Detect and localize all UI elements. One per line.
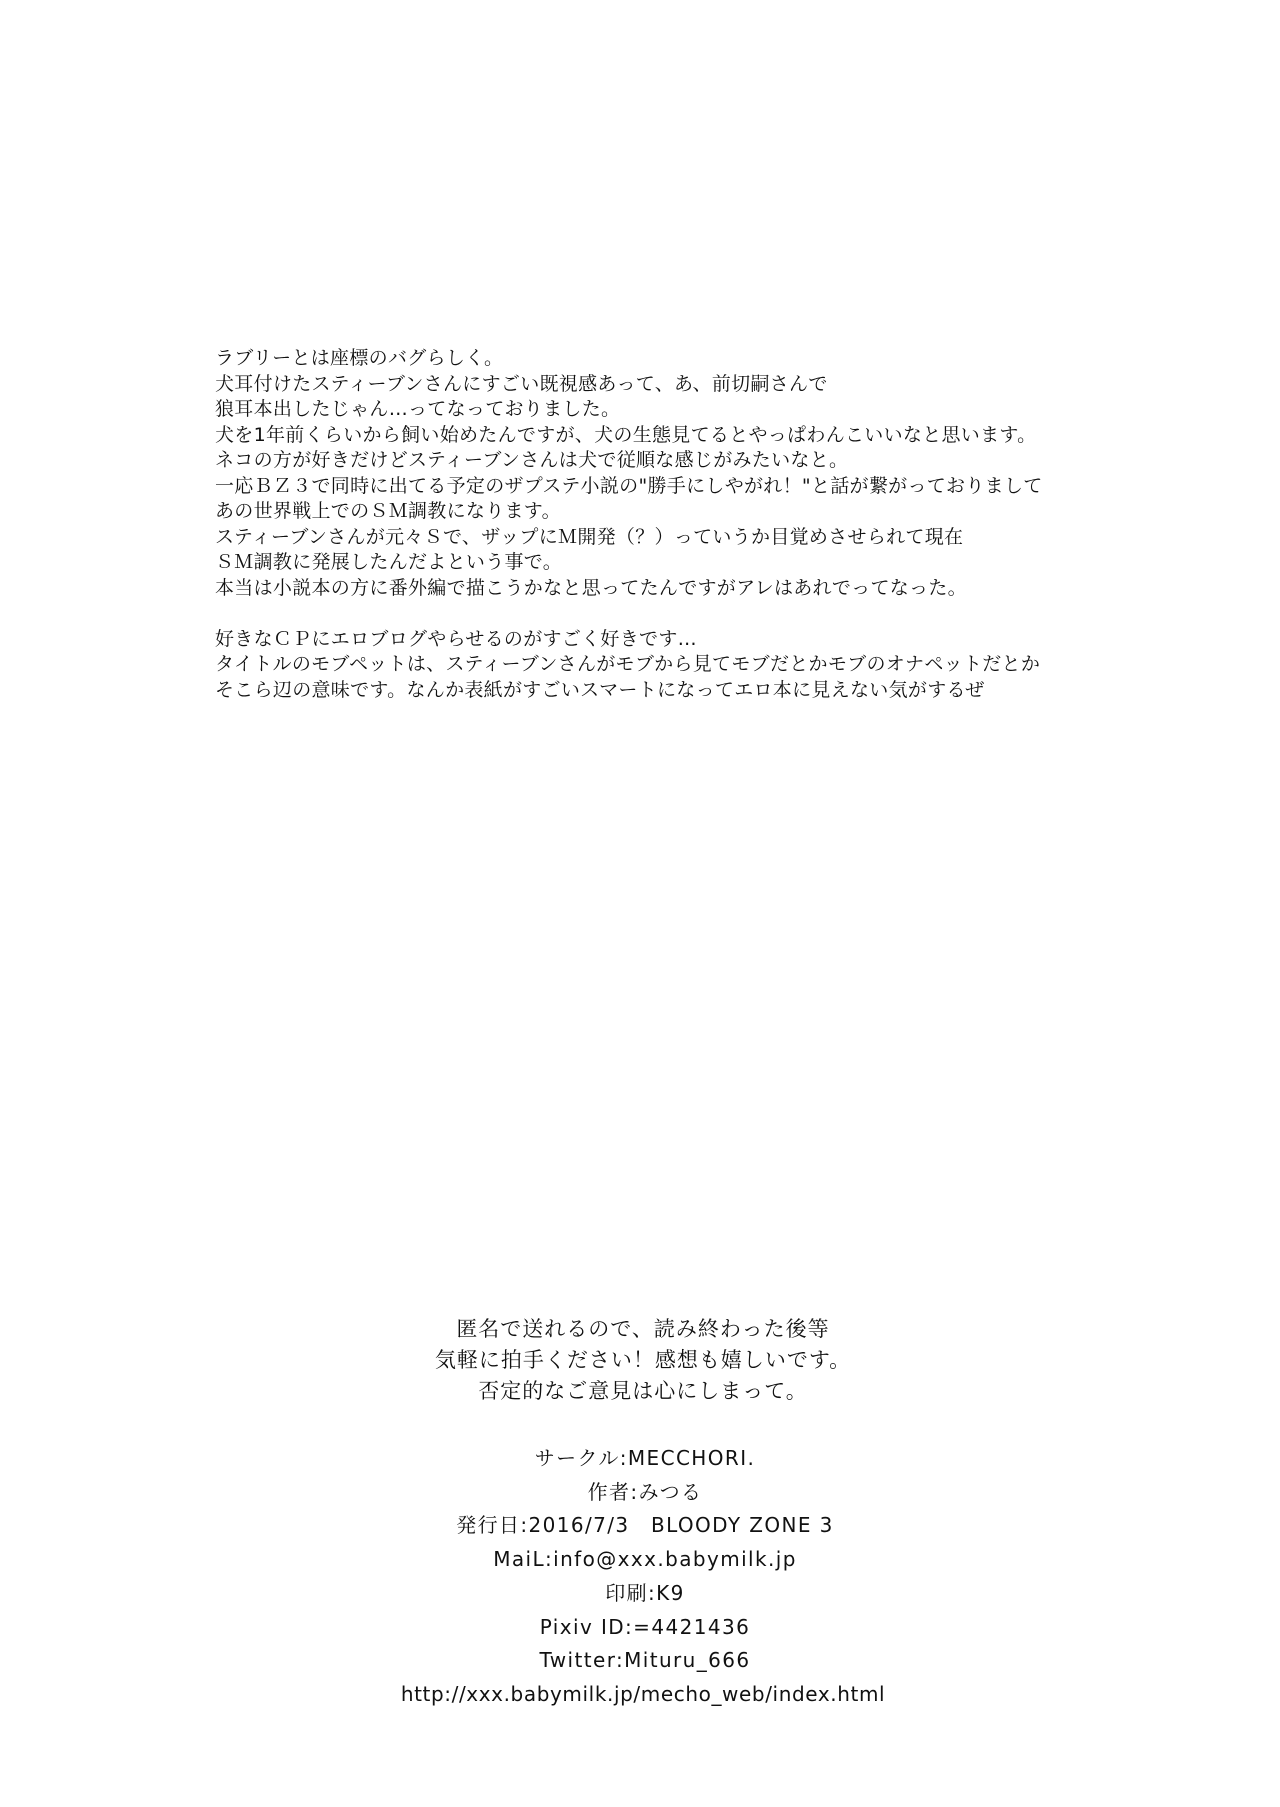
afterword-text — [215, 346, 1215, 703]
website-url: http://xxx.babymilk.jp/mecho_web/index.html — [400, 1681, 886, 1706]
afterword-line: タイトルのモブペットは、スティーブンさんがモブから見てモブだとかモブのオナペットだとか — [215, 653, 1041, 675]
afterword-line: 狼耳本出したじゃん…ってなっておりました。 — [215, 398, 621, 420]
clap-note-line: 匿名で送れるので、読み終わった後等 — [456, 1317, 830, 1341]
afterword-line: そこら辺の意味です。なんか表紙がすごいスマートになってエロ本に見えない気がするぜ — [215, 678, 985, 701]
afterword-line: ＳＭ調教に発展したんだよという事で。 — [215, 551, 563, 573]
clap-note-line: 気軽に拍手ください！感想も嬉しいです。 — [434, 1348, 852, 1372]
circle-name: サークル:MECCHORI. — [534, 1446, 756, 1470]
afterword-line: 本当は小説本の方に番外編で描こうかなと思ってたんですがアレはあれでってなった。 — [215, 576, 967, 599]
clap-note-line: 否定的なご意見は心にしまって。 — [478, 1379, 808, 1403]
clap-request-note — [0, 1314, 1280, 1407]
printer-name: 印刷:K9 — [605, 1580, 685, 1605]
afterword-line: 好きなＣＰにエロブログやらせるのがすごく好きです… — [215, 627, 697, 650]
afterword-line: ネコの方が好きだけどスティーブンさんは犬で従順な感じがみたいなと。 — [215, 449, 849, 471]
afterword-line: 犬を1年前くらいから飼い始めたんですが、犬の生態見てるとやっぱわんこいいなと思います。 — [215, 423, 1037, 446]
author-name: 作者:みつる — [587, 1479, 703, 1504]
issue-date: 発行日:2016/7/3 BLOODY ZONE 3 — [456, 1513, 834, 1538]
pixiv-id: Pixiv ID:=4421436 — [539, 1614, 751, 1639]
afterword-line: 一応ＢＺ３で同時に出てる予定のザプステ小説の"勝手にしやがれ！"と話が繋がっておりまして — [215, 474, 1043, 497]
mail-address: MaiL:info@xxx.babymilk.jp — [493, 1547, 797, 1572]
twitter-handle: Twitter:Mituru_666 — [539, 1648, 751, 1673]
afterword-line: ラブリーとは座標のバグらしく。 — [215, 347, 504, 369]
afterword-line: あの世界戦上でのＳＭ調教になります。 — [215, 500, 561, 522]
afterword-line: スティーブンさんが元々Ｓで、ザップにＭ開発（？）っていうか目覚めさせられて現在 — [215, 525, 964, 548]
paragraph-gap — [215, 601, 1215, 627]
afterword-line: 犬耳付けたスティーブンさんにすごい既視感あって、あ、前切嗣さんで — [215, 372, 828, 395]
colophon — [0, 1442, 1280, 1712]
